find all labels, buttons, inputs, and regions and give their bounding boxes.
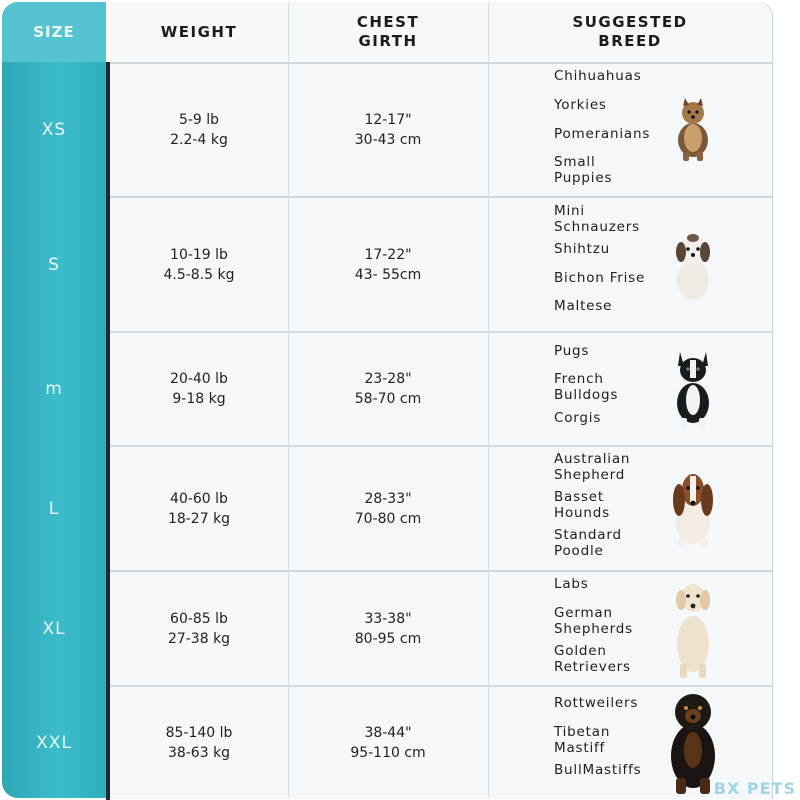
- weight-header: WEIGHT: [160, 22, 238, 41]
- size-label-l: L: [48, 498, 60, 519]
- chest-cm: 58-70 cm: [354, 391, 422, 407]
- breed-list: [554, 687, 664, 798]
- breed-list: [554, 572, 664, 685]
- breed-item: Bichon Frise: [554, 270, 646, 286]
- size-label-xl: XL: [42, 618, 66, 639]
- chest-cm: 95-110 cm: [350, 744, 426, 761]
- breed-header-line2: BREED: [598, 32, 662, 50]
- breed-item: Pomeranians: [554, 126, 651, 142]
- breed-item: Pugs: [554, 343, 590, 359]
- breed-item: Standard: [554, 527, 622, 543]
- breed-item: Maltese: [554, 298, 613, 314]
- breed-item: Shepherds: [554, 621, 633, 637]
- weight-kg: 9-18 kg: [172, 391, 226, 407]
- breed-item: Australian: [554, 451, 631, 467]
- breed-item: Basset: [554, 489, 604, 505]
- breed-item: Hounds: [554, 505, 610, 521]
- labrador-icon: [664, 580, 722, 680]
- size-label-m: m: [45, 379, 63, 399]
- breed-item: Yorkies: [554, 97, 607, 113]
- chest-cm: 80-95 cm: [354, 630, 422, 647]
- chest-cell: [288, 198, 488, 331]
- weight-cell: [110, 447, 288, 570]
- breed-item: Mini: [554, 203, 585, 219]
- breed-list: [554, 64, 664, 196]
- chest-cm: 70-80 cm: [354, 510, 422, 527]
- chest-cm: 43- 55cm: [354, 266, 422, 283]
- weight-cell: [110, 333, 288, 445]
- chest-girth-header: [288, 2, 488, 62]
- chest-inches: 23-28": [364, 371, 412, 387]
- breed-item: Mastiff: [554, 740, 606, 756]
- breed-item: Shepherd: [554, 467, 626, 483]
- weight-lb: 5-9 lb: [178, 112, 220, 128]
- chest-cell: [288, 687, 488, 798]
- breed-item: Labs: [554, 576, 589, 592]
- breed-item: Tibetan: [554, 724, 611, 740]
- chest-cell: [288, 333, 488, 445]
- breed-item: Retrievers: [554, 659, 631, 675]
- breed-item: Golden: [554, 643, 607, 659]
- breed-item: BullMastiffs: [554, 762, 642, 778]
- shihtzu-icon: [668, 230, 718, 302]
- breed-item: Chihuahuas: [554, 68, 642, 84]
- suggested-breed-header: [488, 2, 772, 62]
- breed-item: Small: [554, 154, 596, 170]
- breed-header-line1: SUGGESTED: [572, 13, 688, 31]
- chest-cell: [288, 572, 488, 685]
- breed-item: Puppies: [554, 170, 613, 186]
- weight-cell: [110, 572, 288, 685]
- yorkie-icon: [668, 96, 718, 162]
- grid-line: [488, 2, 489, 798]
- breed-list: [554, 447, 664, 570]
- size-header: SIZE: [2, 2, 106, 62]
- watermark: BX PETS: [713, 779, 796, 798]
- breed-item: Shihtzu: [554, 241, 610, 257]
- chest-header-line1: CHEST: [356, 13, 420, 31]
- weight-cell: [110, 198, 288, 331]
- breed-item: Schnauzers: [554, 219, 640, 235]
- chest-header-line2: GIRTH: [358, 32, 418, 50]
- basset-hound-icon: [666, 468, 720, 548]
- breed-list: [554, 198, 664, 331]
- chest-cell: [288, 447, 488, 570]
- weight-cell: [110, 64, 288, 196]
- weight-kg: 27-38 kg: [167, 630, 231, 647]
- weight-lb: 10-19 lb: [170, 246, 228, 263]
- chest-cell: [288, 64, 488, 196]
- weight-kg: 2.2-4 kg: [170, 132, 228, 148]
- size-label-xxl: XXL: [36, 732, 72, 753]
- weight-lb: 85-140 lb: [165, 724, 233, 741]
- size-label-s: S: [48, 254, 60, 275]
- weight-kg: 4.5-8.5 kg: [163, 266, 235, 283]
- breed-item: Corgis: [554, 410, 602, 426]
- breed-item: Rottweilers: [554, 695, 639, 711]
- weight-kg: 18-27 kg: [167, 510, 231, 527]
- chest-inches: 12-17": [364, 112, 412, 128]
- breed-item: German: [554, 605, 613, 621]
- breed-item: French: [554, 371, 604, 387]
- weight-lb: 20-40 lb: [170, 371, 228, 387]
- chest-inches: 38-44": [364, 724, 412, 741]
- chest-cm: 30-43 cm: [354, 132, 422, 148]
- weight-kg: 38-63 kg: [167, 744, 231, 761]
- weight-lb: 40-60 lb: [170, 490, 228, 507]
- weight-cell: [110, 687, 288, 798]
- chest-inches: 28-33": [364, 490, 412, 507]
- chest-inches: 17-22": [364, 246, 412, 263]
- breed-item: Bulldogs: [554, 387, 619, 403]
- weight-lb: 60-85 lb: [170, 610, 228, 627]
- breed-list: [554, 333, 664, 445]
- size-label-xs: XS: [41, 120, 67, 140]
- chest-inches: 33-38": [364, 610, 412, 627]
- boston-terrier-icon: [668, 348, 718, 432]
- breed-item: Poodle: [554, 543, 604, 559]
